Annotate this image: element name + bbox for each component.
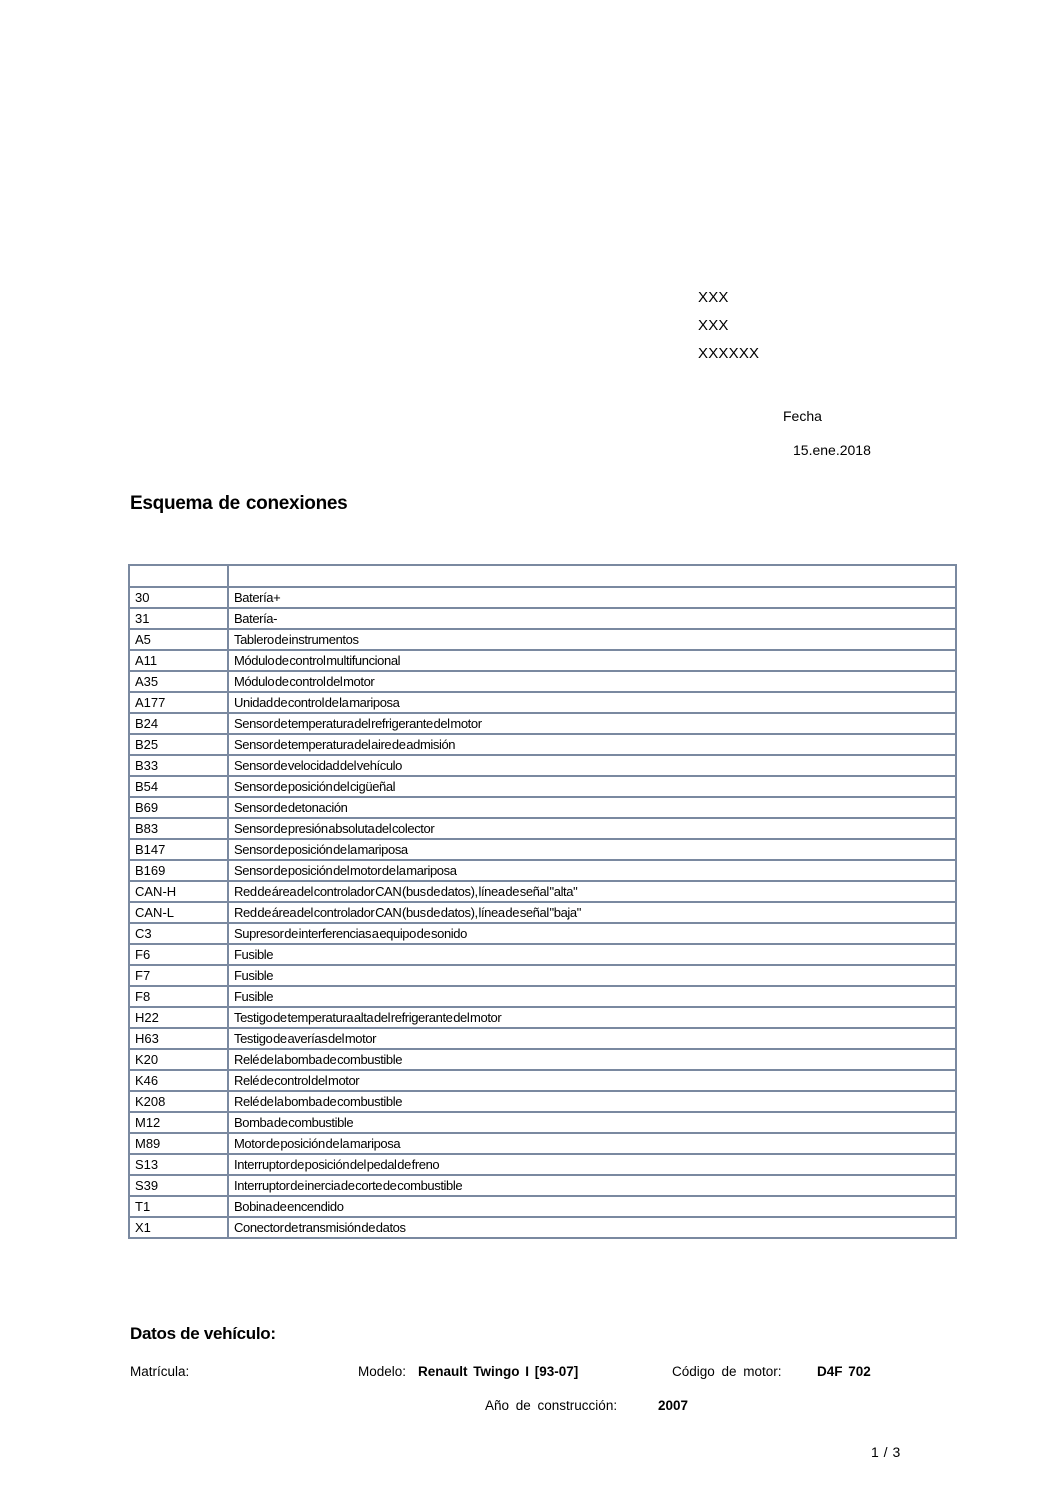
table-row — [129, 1112, 956, 1133]
component-description: Relé de la bomba de combustible — [228, 1049, 956, 1070]
table-row — [129, 608, 956, 629]
component-description: Fusible — [228, 944, 956, 965]
page-number: 1 / 3 — [871, 1444, 901, 1460]
ano-construccion-label: Año de construcción: — [485, 1398, 618, 1413]
table-row — [129, 1154, 956, 1175]
table-row — [129, 1133, 956, 1154]
component-description: Unidad de control de la mariposa — [228, 692, 956, 713]
component-code: B33 — [129, 755, 228, 776]
recipient-line-3: XXXXXX — [698, 345, 760, 362]
component-description: Red de área del controlador CAN (bus de datos), línea de señal "alta" — [228, 881, 956, 902]
component-description: Testigo de temperatura alta del refrigerante del motor — [228, 1007, 956, 1028]
component-description: Relé de la bomba de combustible — [228, 1091, 956, 1112]
component-code: X1 — [129, 1217, 228, 1238]
component-code: B25 — [129, 734, 228, 755]
component-description: Supresor de interferencias a equipo de sonido — [228, 923, 956, 944]
component-code: B69 — [129, 797, 228, 818]
component-code: A11 — [129, 650, 228, 671]
component-code: K20 — [129, 1049, 228, 1070]
table-row — [129, 1196, 956, 1217]
table-row — [129, 797, 956, 818]
component-code: 31 — [129, 608, 228, 629]
table-row — [129, 1007, 956, 1028]
table-row — [129, 1175, 956, 1196]
component-code: F7 — [129, 965, 228, 986]
table-row — [129, 986, 956, 1007]
component-code: A35 — [129, 671, 228, 692]
page-title: Esquema de conexiones — [130, 493, 348, 514]
component-description: Tablero de instrumentos — [228, 629, 956, 650]
table-row — [129, 1028, 956, 1049]
table-row — [129, 1049, 956, 1070]
component-code: A5 — [129, 629, 228, 650]
component-description: Sensor de presión absoluta del colector — [228, 818, 956, 839]
table-row — [129, 587, 956, 608]
table-row — [129, 965, 956, 986]
component-description: Bomba de combustible — [228, 1112, 956, 1133]
component-code: F6 — [129, 944, 228, 965]
component-code: C3 — [129, 923, 228, 944]
table-row — [129, 692, 956, 713]
component-code: B54 — [129, 776, 228, 797]
component-code: B169 — [129, 860, 228, 881]
component-description: Batería- — [228, 608, 956, 629]
component-code: S13 — [129, 1154, 228, 1175]
component-code: K208 — [129, 1091, 228, 1112]
component-code: A177 — [129, 692, 228, 713]
recipient-block — [698, 284, 759, 368]
component-code: K46 — [129, 1070, 228, 1091]
matricula-label: Matrícula: — [130, 1364, 190, 1379]
component-code: H22 — [129, 1007, 228, 1028]
table-row — [129, 776, 956, 797]
component-description: Sensor de detonación — [228, 797, 956, 818]
date-label: Fecha — [783, 408, 822, 424]
component-description: Interruptor de inercia de corte de combustible — [228, 1175, 956, 1196]
component-description: Sensor de temperatura del refrigerante del motor — [228, 713, 956, 734]
component-description: Conector de transmisión de datos — [228, 1217, 956, 1238]
table-row — [129, 860, 956, 881]
table-row — [129, 671, 956, 692]
table-row — [129, 650, 956, 671]
component-code: F8 — [129, 986, 228, 1007]
component-code: M12 — [129, 1112, 228, 1133]
date-value: 15.ene.2018 — [793, 442, 871, 458]
ano-construccion-value: 2007 — [658, 1398, 689, 1413]
codigo-motor-value: D4F 702 — [817, 1364, 871, 1379]
table-row — [129, 1217, 956, 1238]
component-description: Red de área del controlador CAN (bus de datos), línea de señal "baja" — [228, 902, 956, 923]
component-description: Batería+ — [228, 587, 956, 608]
component-description: Relé de control del motor — [228, 1070, 956, 1091]
component-description: Interruptor de posición del pedal de freno — [228, 1154, 956, 1175]
table-row — [129, 1091, 956, 1112]
component-description: Fusible — [228, 986, 956, 1007]
component-description: Sensor de posición de la mariposa — [228, 839, 956, 860]
table-row — [129, 902, 956, 923]
component-description: Módulo de control multifuncional — [228, 650, 956, 671]
component-code: M89 — [129, 1133, 228, 1154]
modelo-label: Modelo: — [358, 1364, 407, 1379]
component-description: Bobina de encendido — [228, 1196, 956, 1217]
component-description: Sensor de posición del cigüeñal — [228, 776, 956, 797]
component-code: CAN-L — [129, 902, 228, 923]
component-description: Sensor de temperatura del aire de admisión — [228, 734, 956, 755]
table-row — [129, 713, 956, 734]
component-description: Motor de posición de la mariposa — [228, 1133, 956, 1154]
component-code: S39 — [129, 1175, 228, 1196]
table-header-row — [129, 565, 956, 587]
description-column-header — [228, 565, 956, 587]
component-code: CAN-H — [129, 881, 228, 902]
component-description: Módulo de control del motor — [228, 671, 956, 692]
component-description: Fusible — [228, 965, 956, 986]
code-column-header — [129, 565, 228, 587]
component-description: Sensor de posición del motor de la mariposa — [228, 860, 956, 881]
component-code: B24 — [129, 713, 228, 734]
component-code: B147 — [129, 839, 228, 860]
component-code: B83 — [129, 818, 228, 839]
connections-table — [128, 564, 957, 1239]
table-row — [129, 818, 956, 839]
table-row — [129, 923, 956, 944]
table-row — [129, 839, 956, 860]
table-row — [129, 881, 956, 902]
component-description: Sensor de velocidad del vehículo — [228, 755, 956, 776]
modelo-value: Renault Twingo I [93-07] — [418, 1364, 579, 1379]
table-row — [129, 734, 956, 755]
component-code: H63 — [129, 1028, 228, 1049]
recipient-line-1: XXX — [698, 289, 729, 306]
component-code: T1 — [129, 1196, 228, 1217]
codigo-motor-label: Código de motor: — [672, 1364, 782, 1379]
recipient-line-2: XXX — [698, 317, 729, 334]
table-row — [129, 944, 956, 965]
component-description: Testigo de averías del motor — [228, 1028, 956, 1049]
table-row — [129, 629, 956, 650]
vehicle-data-heading: Datos de vehículo: — [130, 1324, 276, 1343]
table-row — [129, 755, 956, 776]
component-code: 30 — [129, 587, 228, 608]
table-row — [129, 1070, 956, 1091]
